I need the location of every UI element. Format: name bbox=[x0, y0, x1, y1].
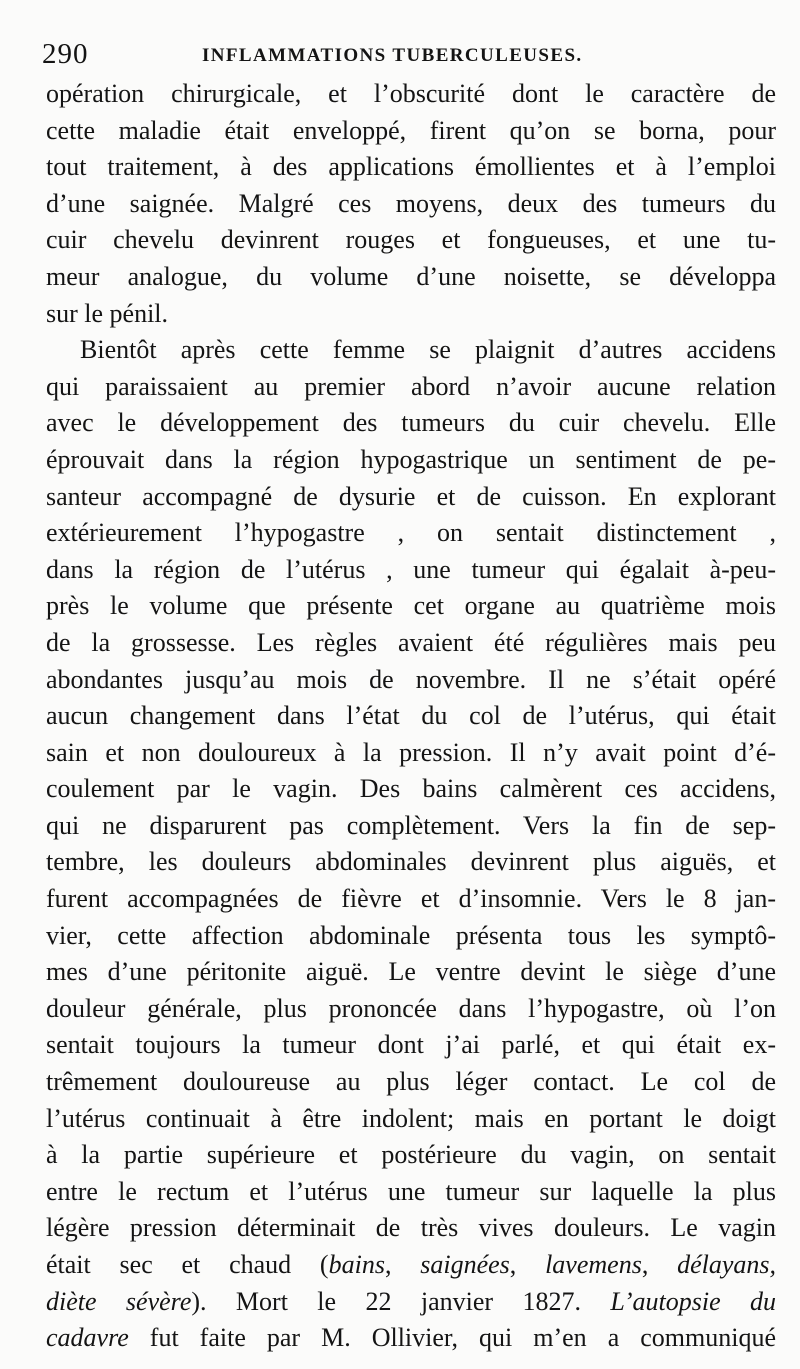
text-line-6: meur analogue, du volume d’une noisette, se développa bbox=[46, 261, 776, 291]
text-line-16: de la grossesse. Les règles avaient été régulières mais peu bbox=[46, 627, 776, 657]
text-line-9: qui paraissaient au premier abord n’avoir aucune relation bbox=[46, 371, 776, 401]
text-line-35 bbox=[46, 1320, 776, 1357]
text-line-20: coulement par le vagin. Des bains calmèrent ces accidens, bbox=[46, 774, 776, 804]
text-line-13: extérieurement l’hypogastre , on sentait distinctement , bbox=[46, 518, 776, 548]
text-line-21: qui ne disparurent pas complètement. Vers la fin de sep- bbox=[46, 810, 776, 840]
text-line-31: entre le rectum et l’utérus une tumeur sur laquelle la plus bbox=[46, 1176, 776, 1206]
text-line-1: opération chirurgicale, et l’obscurité dont le caractère de bbox=[46, 79, 776, 108]
text-line-27: sentait toujours la tumeur dont j’ai parlé, et qui était ex- bbox=[46, 1030, 776, 1060]
line-33-sep-1: , bbox=[384, 1250, 421, 1279]
running-title: INFLAMMATIONS TUBERCULEUSES. bbox=[202, 45, 583, 66]
text-line-7: sur le pénil. bbox=[46, 298, 169, 328]
text-line-29: l’utérus continuait à être indolent; mais en portant le doigt bbox=[46, 1103, 776, 1133]
line-33-sep-2: , bbox=[509, 1250, 546, 1279]
text-line-23: furent accompagnées de fièvre et d’insomnie. Vers le 8 jan- bbox=[46, 884, 776, 914]
text-line-28: trêmement douloureuse au plus léger contact. Le col de bbox=[46, 1067, 776, 1097]
text-line-4: d’une saignée. Malgré ces moyens, deux des tumeurs du bbox=[46, 188, 776, 218]
text-line-30: à la partie supérieure et postérieure du vagin, on sentait bbox=[46, 1140, 776, 1170]
text-line-3: tout traitement, à des applications émollientes et à l’emploi bbox=[46, 152, 776, 182]
text-line-11: éprouvait dans la région hypogastrique un sentiment de pe- bbox=[46, 444, 776, 474]
page-number: 290 bbox=[42, 38, 89, 70]
text-line-33 bbox=[46, 1247, 776, 1284]
line-33-italic-lavemens: lavemens bbox=[545, 1250, 642, 1279]
text-line-18: aucun changement dans l’état du col de l’utérus, qui était bbox=[46, 701, 776, 731]
line-34-italic-autopsie: L’autopsie du bbox=[610, 1286, 776, 1316]
line-33-italic-delayans: délayans, bbox=[677, 1250, 777, 1279]
text-line-10: avec le développement des tumeurs du cuir chevelu. Elle bbox=[46, 408, 776, 438]
text-line-17: abondantes jusqu’au mois de novembre. Il ne s’était opéré bbox=[46, 664, 776, 694]
running-head bbox=[42, 38, 772, 74]
line-35-italic-cadavre: cadavre bbox=[46, 1323, 129, 1353]
text-line-32: légère pression déterminait de très vives douleurs. Le vagin bbox=[46, 1213, 776, 1243]
text-line-12: santeur accompagné de dysurie et de cuisson. En explorant bbox=[46, 481, 776, 511]
text-line-26: douleur générale, plus prononcée dans l’hypogastre, où l’on bbox=[46, 993, 776, 1023]
line-34-italic-diete-severe: diète sévère bbox=[46, 1286, 192, 1316]
body-text bbox=[46, 76, 776, 1357]
text-line-25: mes d’une péritonite aiguë. Le ventre devint le siège d’une bbox=[46, 957, 776, 987]
text-line-14: dans la région de l’utérus , une tumeur qui égalait à-peu- bbox=[46, 554, 776, 584]
text-line-22: tembre, les douleurs abdominales devinrent plus aiguës, et bbox=[46, 847, 776, 877]
line-33-sep-3: , bbox=[641, 1250, 678, 1279]
text-line-8: Bientôt après cette femme se plaignit d’autres accidens bbox=[80, 335, 776, 365]
line-33-italic-saignees: saignées bbox=[420, 1250, 510, 1279]
text-line-5: cuir chevelu devinrent rouges et fongueuses, et une tu- bbox=[46, 225, 776, 255]
text-line-15: près le volume que présente cet organe au quatrième mois bbox=[46, 591, 776, 621]
text-line-34 bbox=[46, 1284, 776, 1321]
text-line-2: cette maladie était enveloppé, firent qu’on se borna, pour bbox=[46, 115, 776, 145]
line-33-italic-bains: bains bbox=[328, 1250, 385, 1279]
line-34-mid: ). Mort le 22 janvier 1827. bbox=[191, 1286, 611, 1316]
line-33-prefix: était sec et chaud ( bbox=[46, 1250, 329, 1279]
text-line-24: vier, cette affection abdominale présenta tous les symptô- bbox=[46, 920, 776, 950]
text-line-19: sain et non douloureux à la pression. Il n’y avait point d’é- bbox=[46, 737, 776, 767]
line-35-rest: fut faite par M. Ollivier, qui m’en a communiqué bbox=[128, 1323, 776, 1353]
